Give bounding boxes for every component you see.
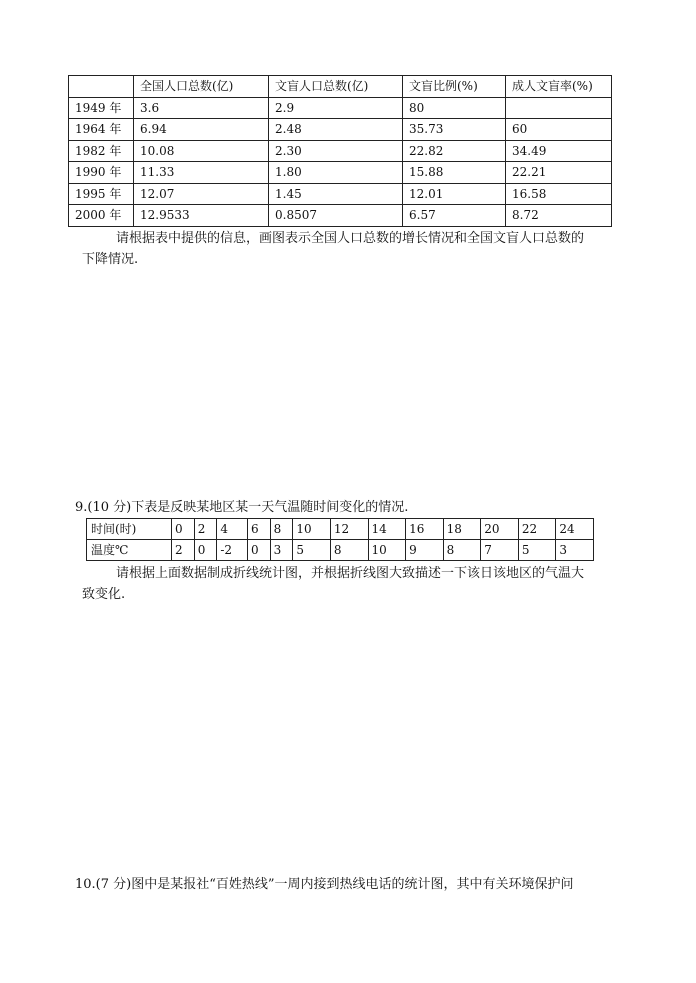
time-cell: 12 bbox=[330, 519, 368, 540]
table-cell: 12.01 bbox=[403, 183, 506, 205]
table-cell: 6.94 bbox=[134, 119, 269, 141]
time-cell: 0 bbox=[172, 519, 195, 540]
temp-row bbox=[87, 540, 594, 561]
time-cell: 4 bbox=[217, 519, 248, 540]
table-cell: 8.72 bbox=[506, 205, 612, 227]
time-cell: 10 bbox=[293, 519, 331, 540]
instruction-9-line2: 致变化. bbox=[82, 587, 126, 602]
year-cell: 1982 年 bbox=[69, 140, 134, 162]
table-cell: 10.08 bbox=[134, 140, 269, 162]
table-header-row bbox=[69, 76, 612, 98]
table-cell: 22.82 bbox=[403, 140, 506, 162]
time-label: 时间(时) bbox=[87, 519, 172, 540]
instruction-1-line1: 请根据表中提供的信息，画图表示全国人口总数的增长情况和全国文盲人口总数的 bbox=[116, 231, 585, 246]
year-cell: 1949 年 bbox=[69, 97, 134, 119]
table-cell: 11.33 bbox=[134, 162, 269, 184]
time-cell: 20 bbox=[481, 519, 519, 540]
temp-label: 温度℃ bbox=[87, 540, 172, 561]
time-cell: 2 bbox=[194, 519, 217, 540]
table-row bbox=[69, 119, 612, 141]
temp-cell: 0 bbox=[247, 540, 270, 561]
instruction-1-line2: 下降情况. bbox=[82, 252, 139, 267]
temp-cell: 5 bbox=[293, 540, 331, 561]
table-cell: 15.88 bbox=[403, 162, 506, 184]
table-cell: 3.6 bbox=[134, 97, 269, 119]
year-cell: 1995 年 bbox=[69, 183, 134, 205]
table-cell: 60 bbox=[506, 119, 612, 141]
table-cell: 22.21 bbox=[506, 162, 612, 184]
population-table bbox=[68, 75, 612, 227]
table-row bbox=[69, 162, 612, 184]
table-cell: 1.45 bbox=[269, 183, 403, 205]
column-header: 文盲比例(%) bbox=[403, 76, 506, 98]
temp-cell: 9 bbox=[406, 540, 444, 561]
column-header: 成人文盲率(%) bbox=[506, 76, 612, 98]
table-cell: 2.48 bbox=[269, 119, 403, 141]
year-cell: 2000 年 bbox=[69, 205, 134, 227]
temp-cell: -2 bbox=[217, 540, 248, 561]
instruction-9 bbox=[0, 563, 696, 605]
time-cell: 22 bbox=[518, 519, 556, 540]
temp-cell: 8 bbox=[443, 540, 481, 561]
temp-cell: 3 bbox=[270, 540, 293, 561]
instruction-9-line1: 请根据上面数据制成折线统计图，并根据折线图大致描述一下该日该地区的气温大 bbox=[116, 566, 585, 581]
time-cell: 6 bbox=[247, 519, 270, 540]
column-header: 全国人口总数(亿) bbox=[134, 76, 269, 98]
table-cell: 34.49 bbox=[506, 140, 612, 162]
temp-cell: 2 bbox=[172, 540, 195, 561]
time-row bbox=[87, 519, 594, 540]
table-cell: 2.9 bbox=[269, 97, 403, 119]
temp-cell: 5 bbox=[518, 540, 556, 561]
time-cell: 24 bbox=[556, 519, 594, 540]
question-10-title: 10.(7 分)图中是某报社“百姓热线”一周内接到热线电话的统计图，其中有关环境保护问 bbox=[75, 877, 574, 892]
temp-cell: 8 bbox=[330, 540, 368, 561]
table-cell: 1.80 bbox=[269, 162, 403, 184]
table-cell: 12.07 bbox=[134, 183, 269, 205]
table-cell: 12.9533 bbox=[134, 205, 269, 227]
temp-cell: 0 bbox=[194, 540, 217, 561]
column-header bbox=[69, 76, 134, 98]
time-cell: 8 bbox=[270, 519, 293, 540]
table-row bbox=[69, 183, 612, 205]
temperature-table bbox=[86, 518, 594, 561]
question-9-title: 9.(10 分)下表是反映某地区某一天气温随时间变化的情况. bbox=[75, 500, 409, 515]
column-header: 文盲人口总数(亿) bbox=[269, 76, 403, 98]
table-cell: 16.58 bbox=[506, 183, 612, 205]
table-cell: 2.30 bbox=[269, 140, 403, 162]
time-cell: 18 bbox=[443, 519, 481, 540]
table-row bbox=[69, 205, 612, 227]
temp-cell: 10 bbox=[368, 540, 406, 561]
time-cell: 14 bbox=[368, 519, 406, 540]
table-cell: 80 bbox=[403, 97, 506, 119]
table-cell bbox=[506, 97, 612, 119]
time-cell: 16 bbox=[406, 519, 444, 540]
table-cell: 6.57 bbox=[403, 205, 506, 227]
temp-cell: 7 bbox=[481, 540, 519, 561]
temp-cell: 3 bbox=[556, 540, 594, 561]
year-cell: 1964 年 bbox=[69, 119, 134, 141]
instruction-1 bbox=[0, 228, 696, 270]
table-cell: 0.8507 bbox=[269, 205, 403, 227]
table-row bbox=[69, 97, 612, 119]
table-cell: 35.73 bbox=[403, 119, 506, 141]
year-cell: 1990 年 bbox=[69, 162, 134, 184]
table-row bbox=[69, 140, 612, 162]
